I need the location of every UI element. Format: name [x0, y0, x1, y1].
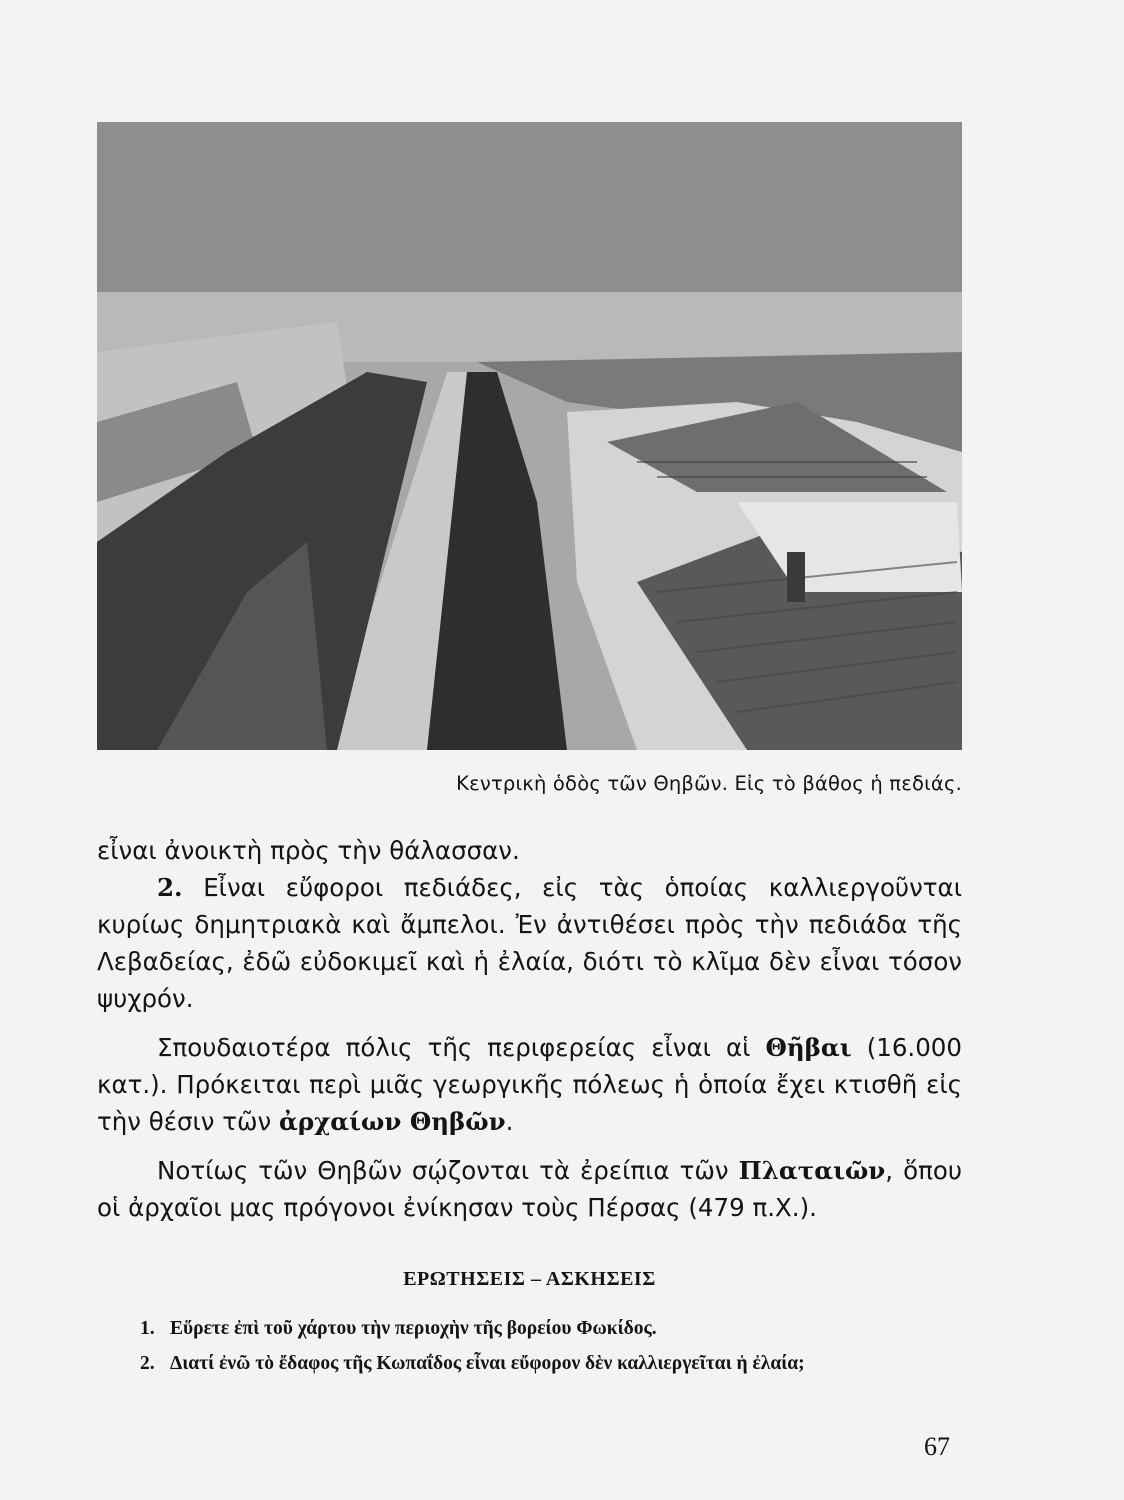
photo-caption: Κεντρικὴ ὁδὸς τῶν Θηβῶν. Εἰς τὸ βάθος ἡ πεδιάς.: [456, 772, 962, 795]
paragraph-1: [97, 832, 962, 869]
term-plataea: Πλαταιῶν: [738, 1156, 886, 1185]
exercise-item: [140, 1349, 955, 1378]
paragraph-4-text-a: Νοτίως τῶν Θηβῶν σῴζονται τὰ ἐρείπια τῶν: [157, 1156, 729, 1185]
exercise-number: 2.: [140, 1353, 155, 1374]
paragraph-2-number: 2.: [157, 873, 183, 902]
photo-image: [97, 122, 962, 750]
paragraph-3-text-a: Σπουδαιοτέρα πόλις τῆς περιφερείας εἶναι αἱ: [157, 1033, 751, 1062]
paragraph-2: [97, 869, 962, 1017]
exercise-text: Διατί ἐνῶ τὸ ἔδαφος τῆς Κωπαΐδος εἶναι εὔφορον δὲν καλλιεργεῖται ἡ ἐλαία;: [170, 1353, 805, 1374]
paragraph-3-text-b: (16.000 κατ.). Πρόκειται περὶ μιᾶς γεωργικῆς πόλεως ἡ ὁποία ἔχει κτισθῆ εἰς τὴν θέσιν τῶν: [97, 1033, 962, 1136]
paragraph-2-text: Εἶναι εὔφοροι πεδιάδες, εἰς τὰς ὁποίας καλλιεργοῦνται κυρίως δημητριακὰ καὶ ἄμπελοι. Ἐν ἀντιθέσει πρὸς τὴν πεδιάδα τῆς Λεβαδείας, ἐδῶ εὐδοκιμεῖ καὶ ἡ ἐλαία, διότι τὸ κλῖμα δὲν εἶναι τόσον ψυχρόν.: [97, 873, 962, 1013]
paragraph-3: [97, 1029, 962, 1140]
exercises-list: [140, 1314, 955, 1378]
paragraph-1-text: εἶναι ἀνοικτὴ πρὸς τὴν θάλασσαν.: [97, 836, 520, 865]
photo-thebes-street: [97, 122, 962, 750]
paragraph-3-text-c: .: [505, 1107, 514, 1136]
exercise-number: 1.: [140, 1318, 155, 1339]
body-text: [97, 832, 962, 1226]
term-ancient-thebes: ἀρχαίων Θηβῶν: [279, 1107, 506, 1136]
paragraph-4: [97, 1152, 962, 1226]
exercise-text: Εὕρετε ἐπὶ τοῦ χάρτου τὴν περιοχὴν τῆς βορείου Φωκίδος.: [170, 1318, 657, 1339]
exercise-item: [140, 1314, 955, 1343]
page-number: 67: [924, 1432, 950, 1461]
term-thebes: Θῆβαι: [765, 1033, 852, 1062]
exercises-heading: ΕΡΩΤΗΣΕΙΣ – ΑΣΚΗΣΕΙΣ: [403, 1268, 656, 1290]
paragraph-4-text-b: , ὅπου οἱ ἀρχαῖοι μας πρόγονοι ἐνίκησαν τοὺς Πέρσας (479 π.Χ.).: [97, 1156, 962, 1222]
